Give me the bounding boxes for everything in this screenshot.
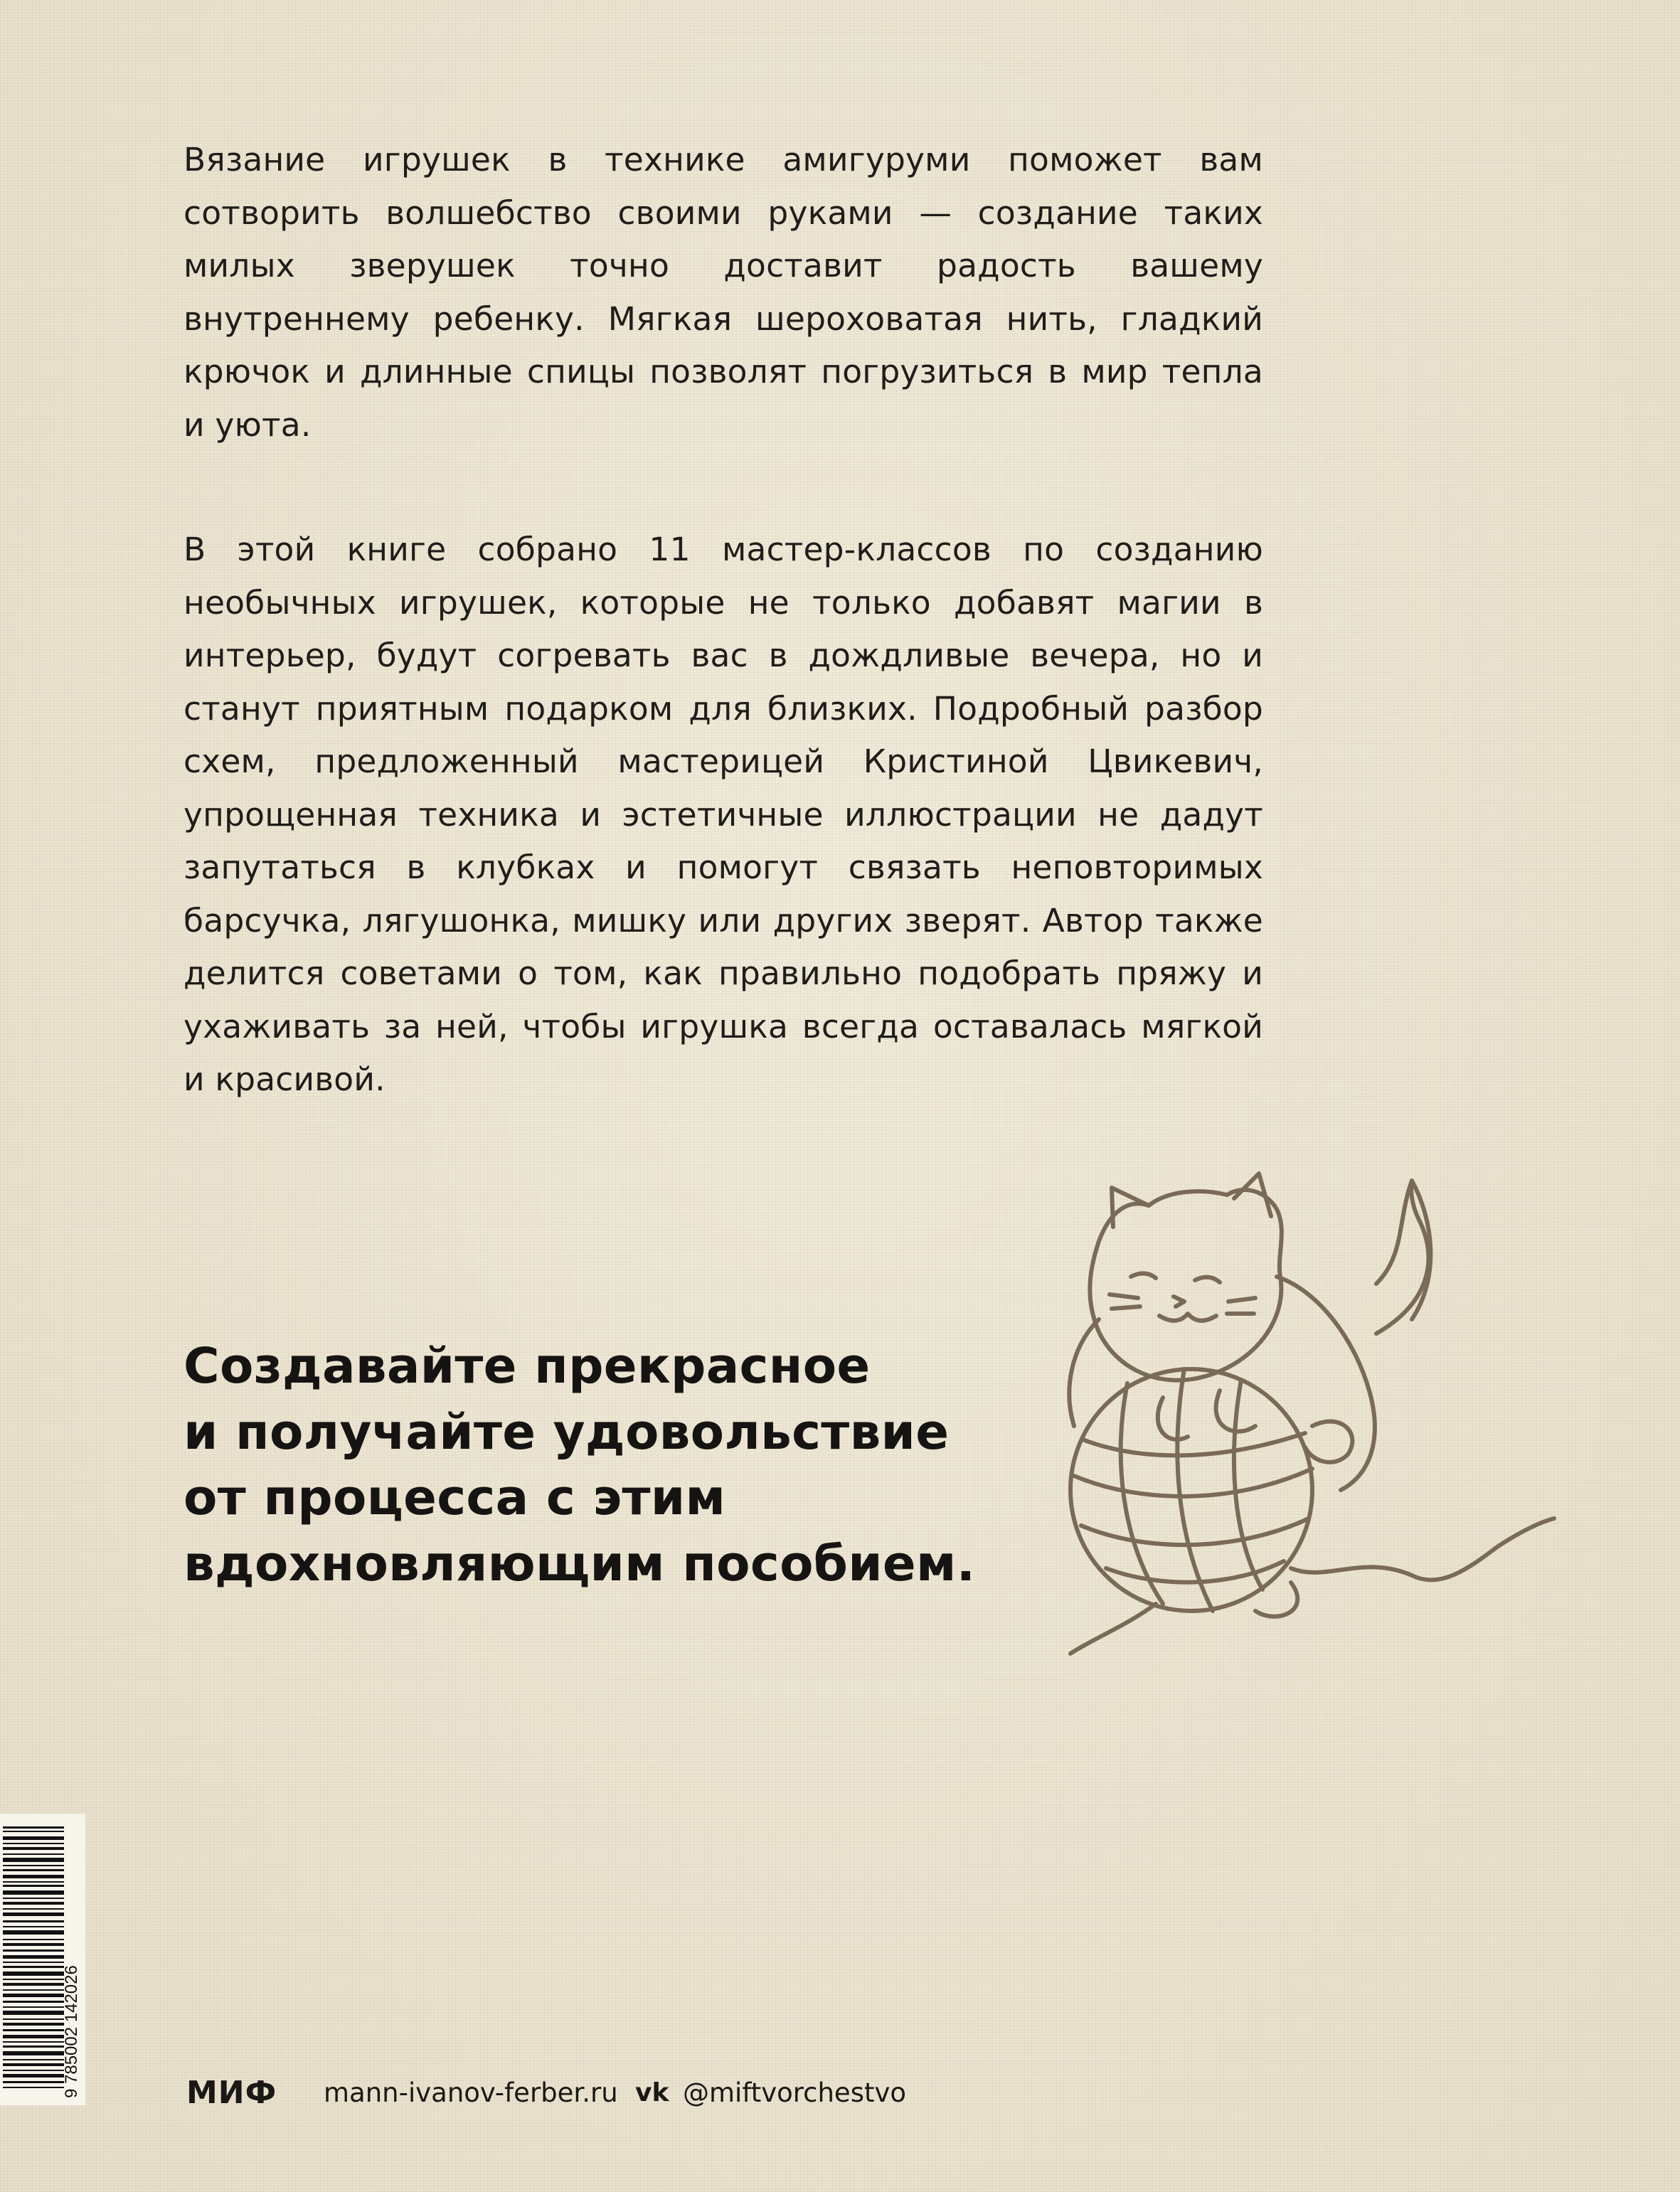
social-handle[interactable]: @miftvorchestvo: [683, 2077, 907, 2108]
headline-line-3: от процесса с этим: [184, 1469, 726, 1526]
barcode-digits: 9 785002 142026: [62, 1965, 81, 2098]
headline-line-4: вдохновляющим пособием.: [184, 1535, 976, 1592]
description-paragraph-2: [184, 523, 1263, 1107]
publisher-logo: МИФ: [186, 2074, 277, 2111]
website-link[interactable]: mann-ivanov-ferber.ru: [324, 2077, 618, 2108]
cat-with-yarn-ball-icon: [1042, 1156, 1568, 1668]
barcode: [0, 1814, 85, 2105]
paragraph-text: Вязание игрушек в технике амигуруми поможет вам сотворить волшебство своими руками — создание таких милых зверушек точно доставит радость вашему внутреннему ребенку. Мягкая шероховатая нить, гладкий крючок и длинные спицы позволят погрузиться в мир тепла и уюта.: [184, 141, 1263, 444]
paragraph-text: В этой книге собрано 11 мастер-классов по созданию необычных игрушек, которые не только добавят магии в интерьер, будут согревать вас в дождливые вечера, но и станут приятным подарком для близких. Подробный разбор схем, предложенный мастерицей Кристиной Цвикевич, упрощенная техника и эстетичные иллюстрации не дадут запутаться в клубках и помогут связать неповторимых барсучка, лягушонка, мишку или других зверят. Автор также делится советами о том, как правильно подобрать пряжу и ухаживать за ней, чтобы игрушка всегда оставалась мягкой и красивой.: [184, 531, 1263, 1098]
headline-line-2: и получайте удовольствие: [184, 1403, 950, 1461]
headline: [184, 1334, 1108, 1597]
vk-icon[interactable]: vk: [635, 2077, 669, 2107]
headline-line-1: Создавайте прекрасное: [184, 1338, 871, 1395]
description-paragraph-1: [184, 134, 1263, 452]
